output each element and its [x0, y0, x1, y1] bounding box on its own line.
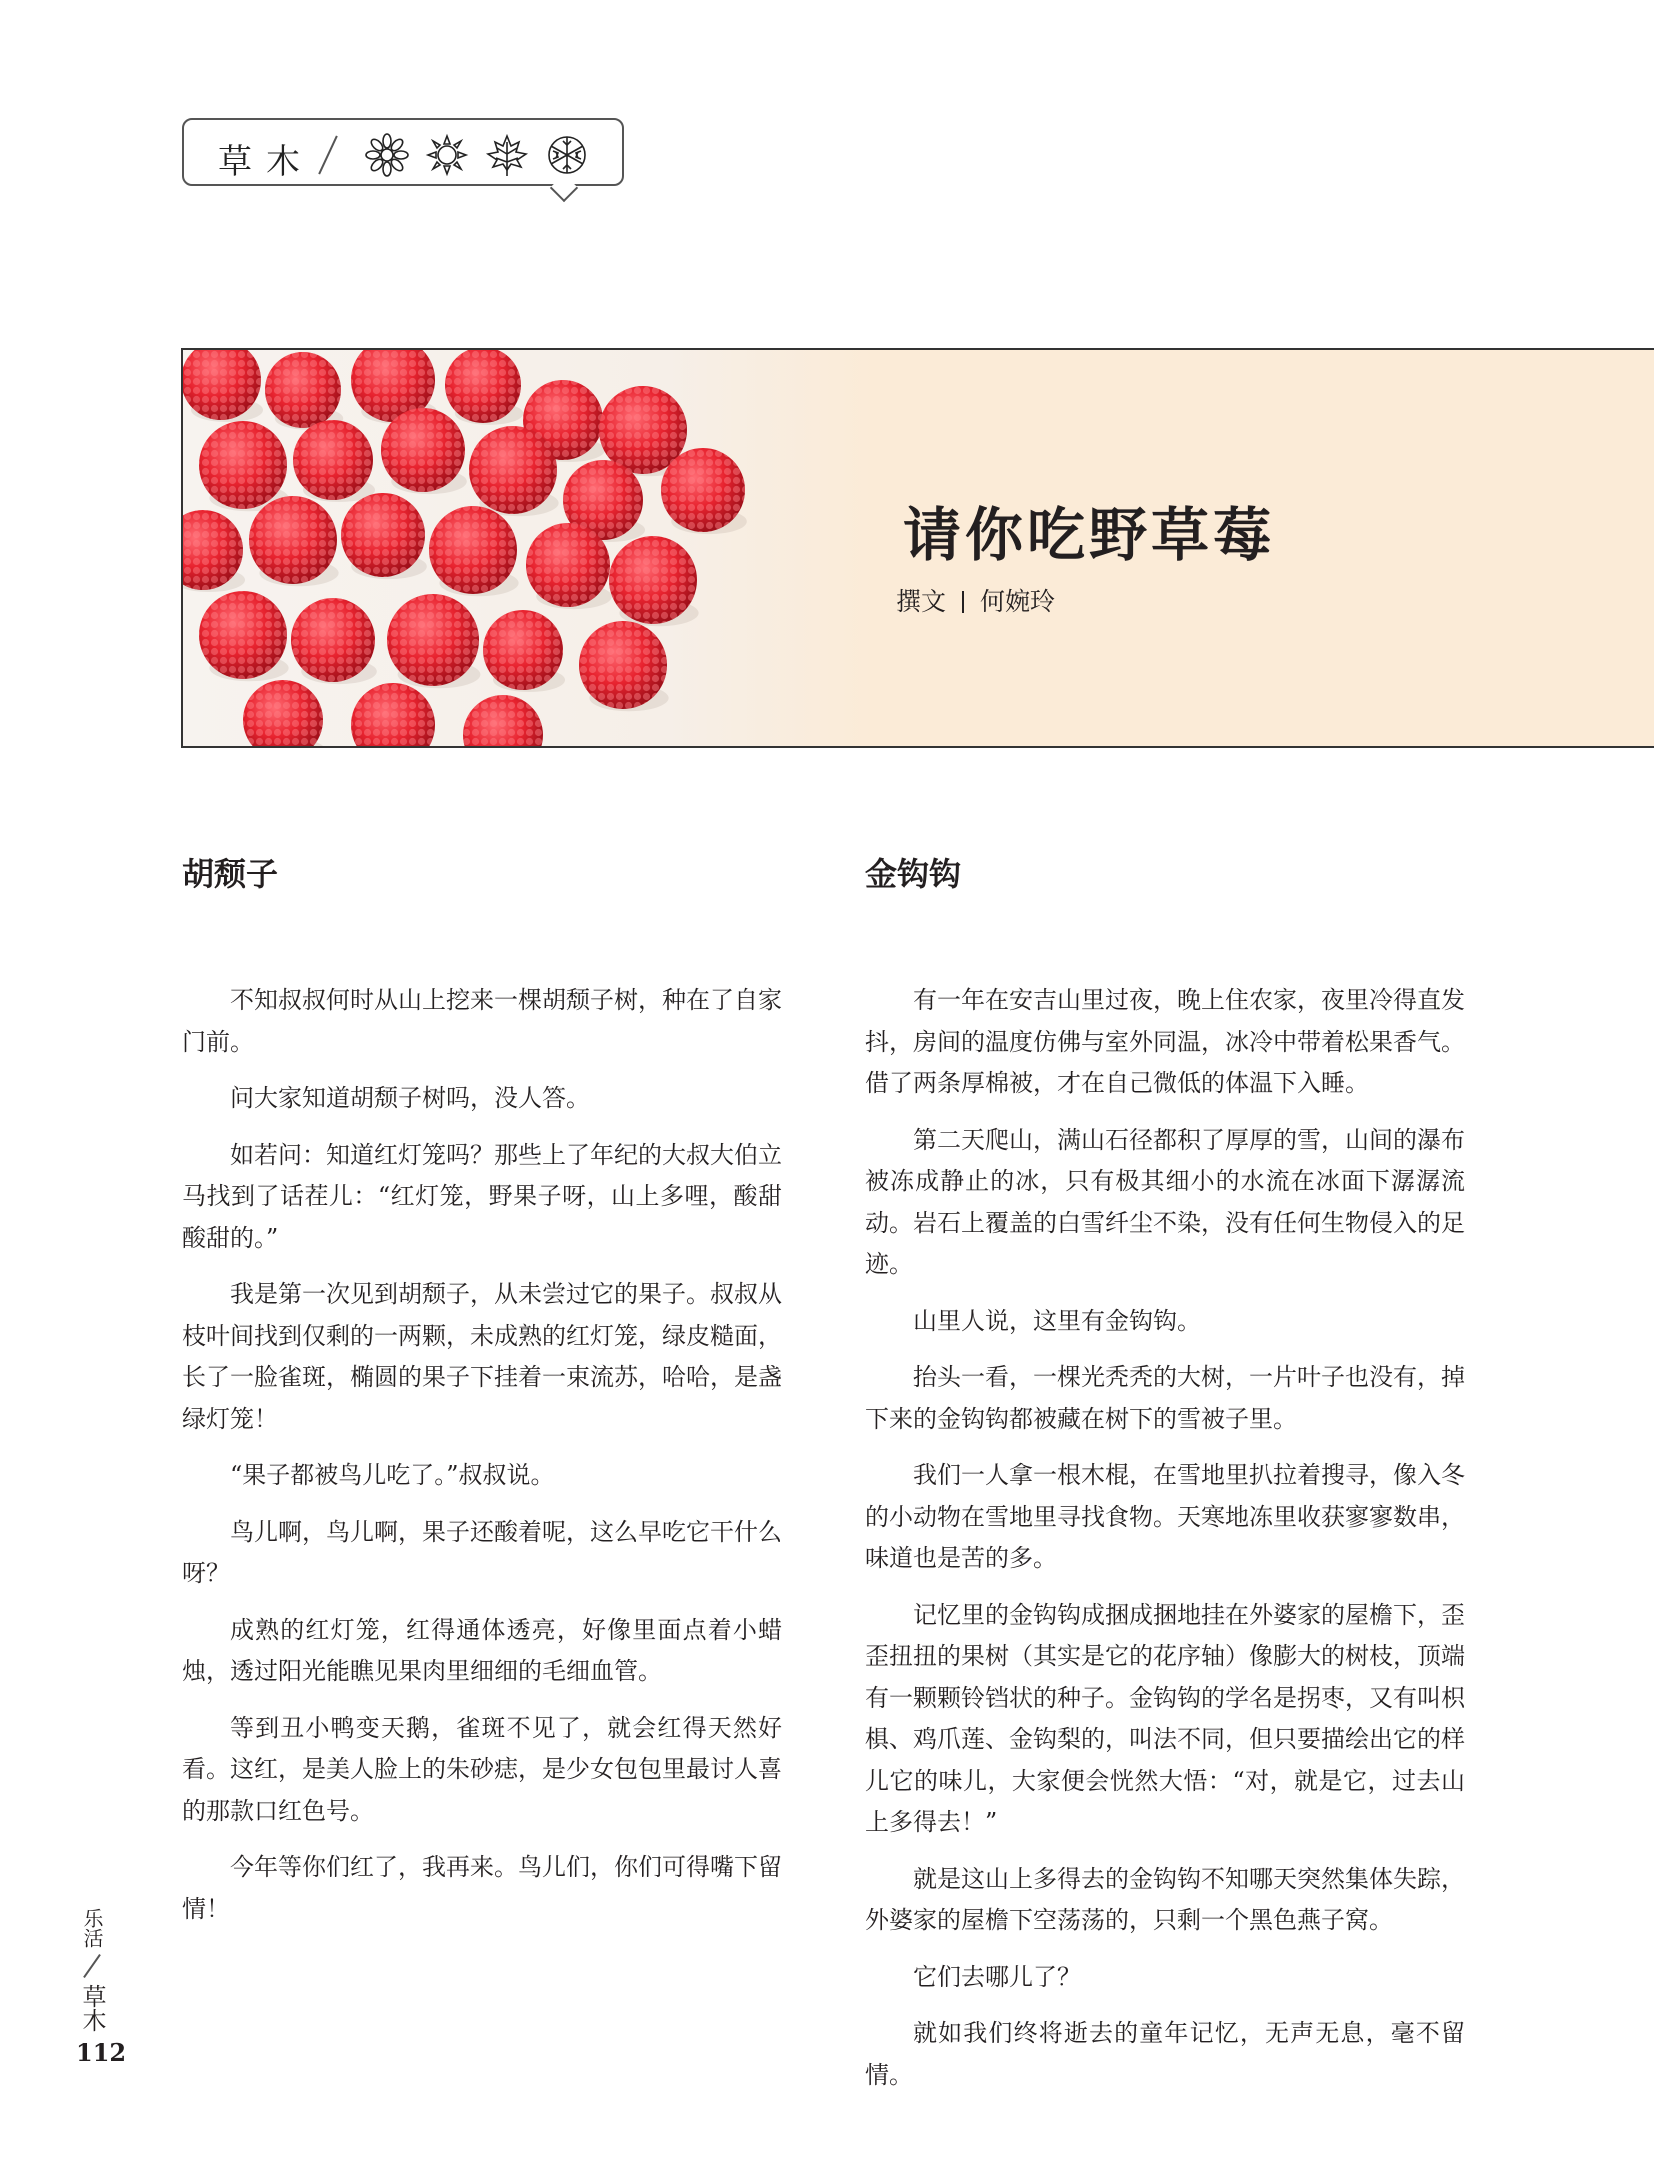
- paragraph: 抬头一看，一棵光秃秃的大树，一片叶子也没有，掉下来的金钩钩都被藏在树下的雪被子里。: [865, 1363, 1465, 1433]
- raspberry: [183, 510, 245, 592]
- paragraph: 我是第一次见到胡颓子，从未尝过它的果子。叔叔从枝叶间找到仅剩的一两颗，未成熟的红灯笼，绿皮糙面，长了一脸雀斑，椭圆的果子下挂着一束流苏，哈哈，是盏绿灯笼！: [182, 1280, 782, 1433]
- raspberry: [429, 506, 519, 596]
- paragraph: 鸟儿啊，鸟儿啊，果子还酸着呢，这么早吃它干什么呀？: [182, 1517, 782, 1587]
- raspberry: [243, 680, 325, 746]
- paragraph: 第二天爬山，满山石径都积了厚厚的雪，山间的瀑布被冻成静止的冰，只有极其细小的水流在冰面下潺潺流动。岩石上覆盖的白雪纤尘不染，没有任何生物侵入的足迹。: [865, 1125, 1465, 1278]
- left-column: [182, 850, 782, 1945]
- page-number: 112: [76, 2038, 127, 2067]
- raspberry: [463, 695, 545, 746]
- raspberry: [199, 591, 289, 681]
- running-head-section: 草木: [78, 1984, 106, 2032]
- byline-divider: [962, 591, 964, 613]
- raspberry: [609, 536, 699, 626]
- paragraph: 不知叔叔何时从山上挖来一棵胡颓子树，种在了自家门前。: [182, 986, 782, 1056]
- raspberry: [445, 350, 523, 425]
- article-title: 请你吃野草莓: [903, 501, 1276, 569]
- running-head-divider: [83, 1954, 101, 1978]
- snowflake-icon: [544, 132, 590, 178]
- paragraph: 今年等你们红了，我再来。鸟儿们，你们可得嘴下留情！: [182, 1853, 782, 1923]
- tag-divider: [318, 136, 338, 175]
- paragraph: 等到丑小鸭变天鹅，雀斑不见了，就会红得天然好看。这红，是美人脸上的朱砂痣，是少女包包里最讨人喜的那款口红色号。: [182, 1713, 782, 1825]
- paragraph: 就如我们终将逝去的童年记忆，无声无息，毫不留情。: [865, 2019, 1465, 2089]
- raspberry: [183, 350, 263, 422]
- magazine-name: 乐活: [80, 1908, 104, 1948]
- raspberry: [265, 352, 343, 430]
- section-tag: [182, 118, 624, 186]
- leaf-icon: [484, 132, 530, 178]
- tag-pointer: [550, 174, 578, 202]
- paragraph: 如若问：知道红灯笼吗？那些上了年纪的大叔大伯立马找到了话茬儿：“红灯笼，野果子呀，山上多哩，酸甜酸甜的。”: [182, 1140, 782, 1252]
- raspberry: [291, 598, 377, 684]
- byline: [896, 582, 1055, 618]
- raspberries-photo: [183, 350, 873, 746]
- paragraph: 记忆里的金钩钩成捆成捆地挂在外婆家的屋檐下，歪歪扭扭的果树（其实是它的花序轴）像膨大的树枝，顶端有一颗颗铃铛状的种子。金钩钩的学名是拐枣，又有叫枳椇、鸡爪莲、金钩梨的，叫法不同，但只要描绘出它的样儿它的味儿，大家便会恍然大悟：“对，就是它，过去山上多得去！”: [865, 1600, 1465, 1836]
- paragraph: 成熟的红灯笼，红得通体透亮，好像里面点着小蜡烛，透过阳光能瞧见果肉里细细的毛细血管。: [182, 1615, 782, 1685]
- raspberry: [579, 621, 669, 711]
- raspberry: [249, 496, 339, 586]
- raspberry: [387, 594, 480, 688]
- paragraph: 就是这山上多得去的金钩钩不知哪天突然集体失踪，外婆家的屋檐下空荡荡的，只剩一个黑色燕子窝。: [865, 1864, 1465, 1934]
- right-heading: 金钩钩: [865, 855, 962, 893]
- sun-icon: [424, 132, 470, 178]
- paragraph: 我们一人拿一根木棍，在雪地里扒拉着搜寻，像入冬的小动物在雪地里寻找食物。天寒地冻里收获寥寥数串，味道也是苦的多。: [865, 1461, 1465, 1572]
- left-heading: 胡颓子: [182, 855, 279, 893]
- paragraph: 它们去哪儿了？: [913, 1962, 1081, 1991]
- author-name: 何婉玲: [980, 587, 1056, 616]
- raspberry: [381, 408, 467, 494]
- raspberry: [351, 683, 437, 746]
- hero-banner: [181, 348, 1654, 748]
- section-label: 草木: [218, 142, 314, 182]
- raspberry: [341, 493, 427, 579]
- paragraph: “果子都被鸟儿吃了。”叔叔说。: [230, 1461, 555, 1489]
- paragraph: 问大家知道胡颓子树吗，没人答。: [230, 1084, 590, 1112]
- raspberry: [483, 610, 565, 692]
- paragraph: 山里人说，这里有金钩钩。: [913, 1306, 1201, 1335]
- right-column: [865, 850, 1465, 2111]
- raspberry: [199, 421, 289, 511]
- byline-role: 撰文: [896, 587, 947, 616]
- side-running-head: [80, 1908, 104, 2032]
- season-icons: [364, 132, 590, 178]
- paragraph: 有一年在安吉山里过夜，晚上住农家，夜里冷得直发抖，房间的温度仿佛与室外同温，冰冷中带着松果香气。借了两条厚棉被，才在自己微低的体温下入睡。: [865, 986, 1465, 1097]
- raspberry: [293, 420, 375, 502]
- flower-icon: [364, 132, 410, 178]
- raspberry: [661, 448, 747, 534]
